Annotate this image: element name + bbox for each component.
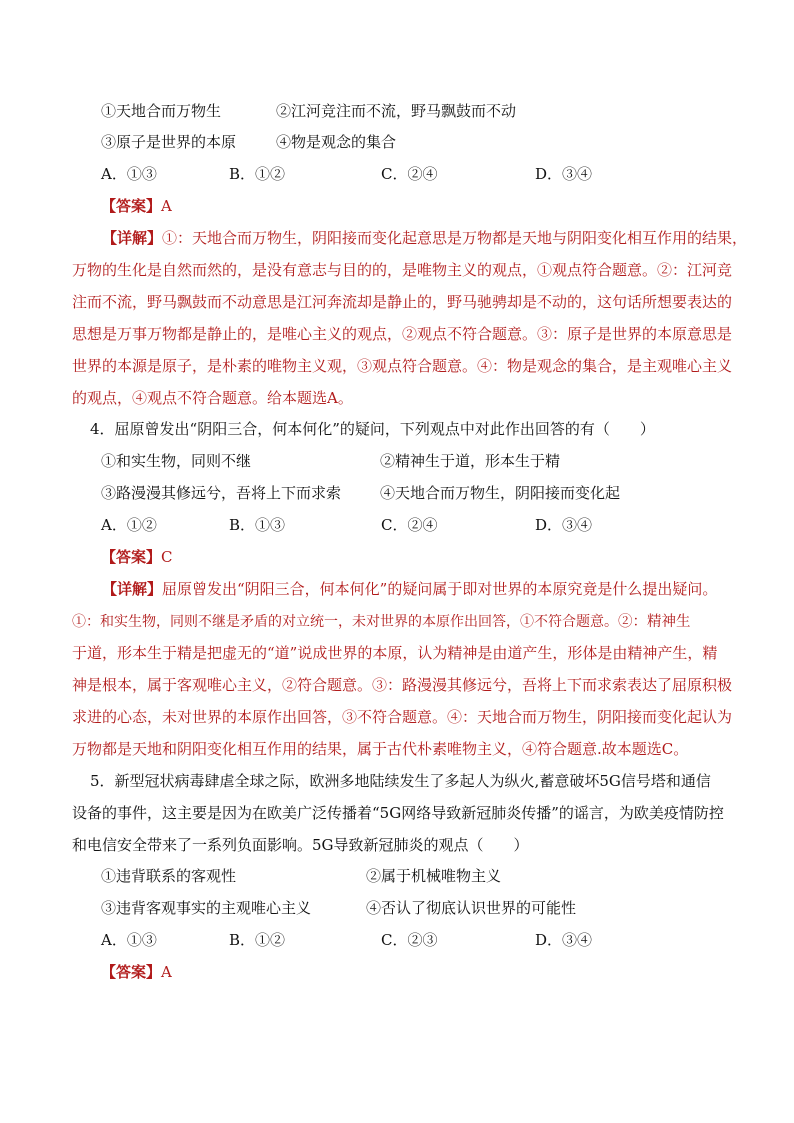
detail-tag: 【详解】: [102, 229, 163, 247]
detail-line-5: 求进的心态，未对世界的本原作出回答，③不符合题意。④：天地合而万物生，阴阳接而变化起认为: [72, 708, 733, 726]
choice-a: A．①③: [101, 931, 157, 949]
option-1: ①和实生物，同则不继: [101, 452, 252, 470]
option-3: ③路漫漫其修远兮，吾将上下而求索: [101, 484, 342, 502]
choice-b: B．①②: [229, 931, 286, 949]
option-3: ③违背客观事实的主观唯心主义: [101, 899, 312, 917]
choice-d: D．③④: [535, 516, 593, 534]
option-1: ①天地合而万物生: [101, 102, 222, 120]
option-4: ④物是观念的集合: [276, 133, 397, 151]
option-4: ④天地合而万物生，阴阳接而变化起: [380, 484, 621, 502]
detail-line-1: 【详解】屈原曾发出“阴阳三合，何本何化”的疑问属于即对世界的本原究竟是什么提出疑问。: [102, 580, 718, 598]
choice-c: C．②③: [381, 931, 438, 949]
answer-tag: 【答案】: [101, 963, 162, 981]
detail-line-5: 世界的本源是原子，是朴素的唯物主义观，③观点符合题意。④：物是观念的集合，是主观唯心主义: [72, 357, 733, 375]
answer-line: [101, 547, 173, 567]
answer-tag: 【答案】: [101, 197, 162, 215]
detail-line-4: 思想是万事万物都是静止的，是唯心主义的观点，②观点不符合题意。③：原子是世界的本原意思是: [72, 325, 733, 343]
option-2: ②属于机械唯物主义: [366, 867, 502, 885]
detail-line-2: 万物的生化是自然而然的，是没有意志与目的的，是唯物主义的观点，①观点符合题意。②：江河竞: [72, 261, 733, 279]
detail-line-2: ①：和实生物，同则不继是矛盾的对立统一，未对世界的本原作出回答，①不符合题意。②：精神生: [72, 613, 691, 630]
option-4: ④否认了彻底认识世界的可能性: [366, 899, 577, 917]
answer-line: [101, 962, 172, 982]
answer-tag: 【答案】: [101, 548, 162, 566]
choice-d: D．③④: [535, 165, 593, 183]
answer-value: A: [161, 963, 172, 981]
option-2: ②精神生于道，形本生于精: [380, 452, 561, 470]
choice-c: C．②④: [381, 516, 438, 534]
option-2: ②江河竞注而不流，野马飘鼓而不动: [276, 102, 517, 120]
question-5-stem-line-3: 和电信安全带来了一系列负面影响。5G导致新冠肺炎的观点（ ）: [72, 836, 529, 854]
question-5-stem-line-2: 设备的事件，这主要是因为在欧美广泛传播着“5G网络导致新冠肺炎传播”的谣言，为欧美疫情防控: [72, 804, 724, 822]
answer-value: A: [161, 197, 172, 215]
choice-a: A．①②: [101, 516, 157, 534]
detail-line-6: 的观点，④观点不符合题意。给本题选A。: [72, 389, 353, 407]
detail-line-4: 神是根本，属于客观唯心主义，②符合题意。③：路漫漫其修远兮，吾将上下而求索表达了屈原积极: [72, 676, 733, 694]
choice-a: A．①③: [101, 165, 157, 183]
choice-d: D．③④: [535, 931, 593, 949]
detail-tag: 【详解】: [102, 580, 163, 598]
option-1: ①违背联系的客观性: [101, 867, 237, 885]
detail-line-1: 【详解】①：天地合而万物生，阴阳接而变化起意思是万物都是天地与阴阳变化相互作用的结果，: [102, 229, 748, 247]
choice-b: B．①②: [229, 165, 286, 183]
detail-line-3: 于道，形本生于精是把虚无的“道”说成世界的本原，认为精神是由道产生，形体是由精神产生，精: [72, 644, 718, 662]
choice-b: B．①③: [229, 516, 286, 534]
detail-line-3: 注而不流，野马飘鼓而不动意思是江河奔流却是静止的，野马驰骋却是不动的，这句话所想要表达的: [72, 293, 733, 311]
option-3: ③原子是世界的本原: [101, 133, 237, 151]
question-4-stem: 4．屈原曾发出“阴阳三合，何本何化”的疑问，下列观点中对此作出回答的有（ ）: [90, 420, 655, 438]
question-5-stem-line-1: 5．新型冠状病毒肆虐全球之际，欧洲多地陆续发生了多起人为纵火,蓄意破坏5G信号塔和通信: [90, 772, 711, 790]
answer-line: [101, 196, 172, 216]
choice-c: C．②④: [381, 165, 438, 183]
answer-value: C: [161, 548, 173, 566]
detail-line-6: 万物都是天地和阴阳变化相互作用的结果，属于古代朴素唯物主义，④符合题意.故本题选C。: [72, 740, 689, 758]
